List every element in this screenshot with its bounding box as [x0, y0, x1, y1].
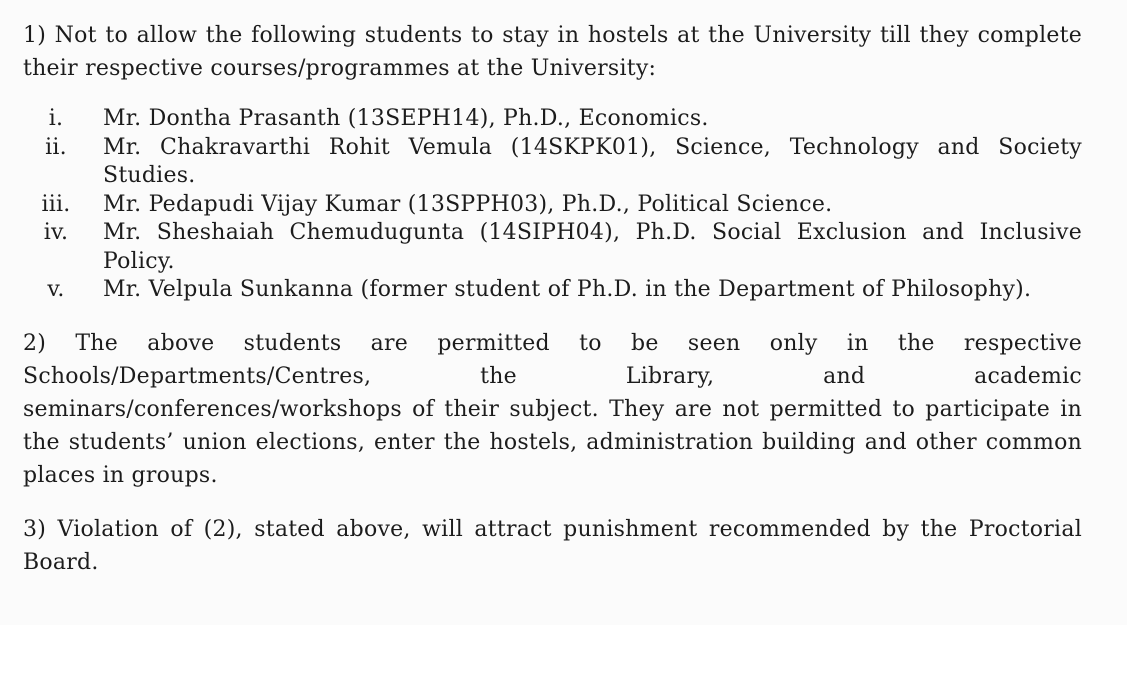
- list-item-text: Mr. Velpula Sunkanna (former student of Ph.D. in the Department of Philosophy).: [103, 277, 1032, 302]
- list-item-text: Mr. Dontha Prasanth (13SEPH14), Ph.D., Economics.: [103, 106, 709, 131]
- list-item-number: i.: [48, 106, 64, 131]
- student-list-item: [23, 134, 1082, 191]
- list-item-text: Mr. Pedapudi Vijay Kumar (13SPPH03), Ph.D., Political Science.: [103, 191, 833, 217]
- document-body: [23, 19, 1082, 579]
- list-item-number: ii.: [45, 134, 67, 160]
- list-item-text: Mr. Sheshaiah Chemudugunta (14SIPH04), Ph.D. Social Exclusion and Inclusive Policy.: [103, 220, 1082, 274]
- paragraph-text: seminars/conferences/workshops of their subject. They are not permitted to participate in the students’ union elections, enter the hostels, administration building and other common places in groups.: [23, 396, 1082, 488]
- student-list: [23, 105, 1082, 305]
- paragraph-permitted-areas: [23, 327, 1082, 492]
- list-item-number: iv.: [43, 220, 69, 245]
- paragraph-line: Schools/Departments/Centres, the Library, and academic: [23, 363, 1082, 389]
- list-item-number: v.: [47, 277, 65, 302]
- student-list-item: [23, 276, 1082, 305]
- list-item-number: iii.: [41, 191, 71, 217]
- student-list-item: [23, 219, 1082, 276]
- paragraph-violation-notice: 3) Violation of (2), stated above, will attract punishment recommended by the Proctorial Board.: [23, 516, 1082, 575]
- paragraph-hostel-restriction: 1) Not to allow the following students to stay in hostels at the University till they complete their respective courses/programmes at the University:: [23, 23, 1082, 81]
- student-list-item: [23, 105, 1082, 134]
- list-item-text: Mr. Chakravarthi Rohit Vemula (14SKPK01), Science, Technology and Society Studies.: [103, 134, 1082, 188]
- student-list-item: [23, 191, 1082, 220]
- paragraph-line: 2) The above students are permitted to be seen only in the respective: [23, 330, 1082, 356]
